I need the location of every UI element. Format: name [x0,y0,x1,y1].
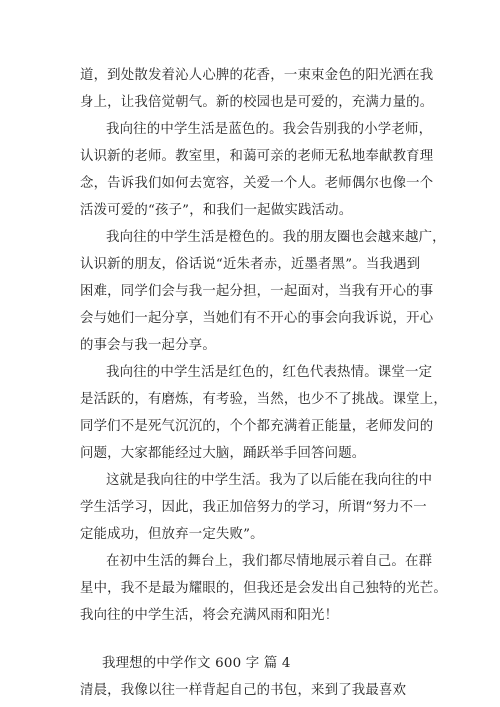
text-line: 会与她们一起分享，当她们有不开心的事会向我诉说，开心 [80,311,434,326]
section-heading: 我理想的中学作文 600 字 篇 4 [102,656,291,671]
text-line: 清晨，我像以往一样背起自己的书包，来到了我最喜欢 [80,683,407,698]
text-line: 我向往的中学生活，将会充满风雨和阳光！ [80,608,339,623]
text-line: 星中，我不是最为耀眼的，但我还是会发出自己独特的光芒。 [80,581,447,596]
paragraph-start-line: 在初中生活的舞台上，我们都尽情地展示着自己。在群 [106,554,433,569]
text-line: 认识新的朋友，俗话说“近朱者赤，近墨者黑”。当我遇到 [80,257,421,272]
text-line: 学生活学习，因此，我正加倍努力的学习，所谓“努力不一 [80,500,427,515]
paragraph-start-line: 这就是我向往的中学生活。我为了以后能在我向往的中 [106,473,433,488]
text-line: 念，告诉我们如何去宽容，关爱一个人。老师偶尔也像一个 [80,176,434,191]
text-line: 道，到处散发着沁人心脾的花香，一束束金色的阳光洒在我 [80,68,434,83]
paragraph-start-line: 我向往的中学生活是蓝色的。我会告别我的小学老师， [106,122,433,137]
text-line: 是活跃的，有磨炼，有考验，当然，也少不了挑战。课堂上， [80,392,447,407]
paragraph-start-line: 我向往的中学生活是红色的，红色代表热情。课堂一定 [106,365,433,380]
text-line: 认识新的老师。教室里，和蔼可亲的老师无私地奉献教育理 [80,149,434,164]
text-line: 的事会与我一起分享。 [80,338,216,353]
text-line: 同学们不是死气沉沉的，个个都充满着正能量，老师发问的 [80,419,434,434]
text-line: 困难，同学们会与我一起分担，一起面对，当我有开心的事 [80,284,434,299]
text-line: 身上，让我倍觉朝气。新的校园也是可爱的，充满力量的。 [80,95,434,110]
paragraph-start-line: 我向往的中学生活是橙色的。我的朋友圈也会越来越广， [106,230,446,245]
text-line: 活泼可爱的“孩子”，和我们一起做实践活动。 [80,203,353,218]
text-line: 问题，大家都能经过大脑，踊跃举手回答问题。 [80,446,366,461]
text-line: 定能成功，但放弃一定失败”。 [80,527,264,542]
